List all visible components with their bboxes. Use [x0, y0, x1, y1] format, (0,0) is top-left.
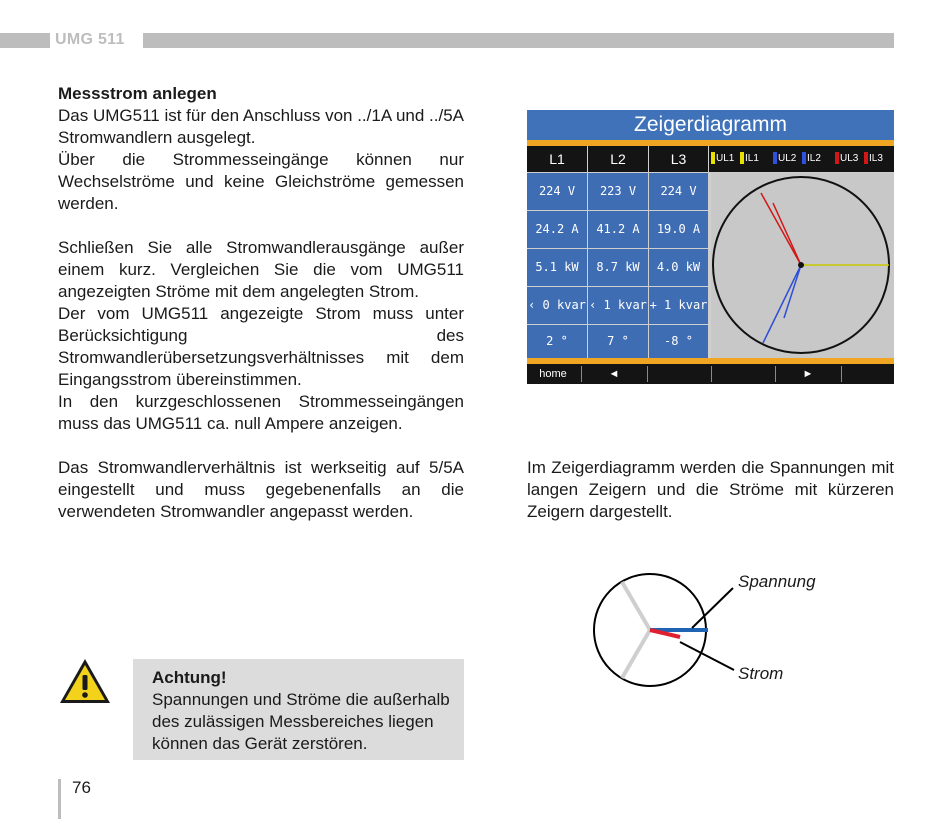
label-voltage: Spannung [738, 572, 816, 591]
page-number: 76 [72, 778, 91, 797]
sketch-grey-phasor-2 [622, 630, 650, 678]
cell-voltage-l3: 224 V [649, 173, 708, 210]
cell-voltage-l2: 223 V [588, 173, 648, 210]
warning-triangle-icon [58, 657, 112, 705]
cell-power-l2: 8.7 kW [588, 249, 648, 286]
label-current: Strom [738, 664, 784, 683]
section-heading: Messstrom anlegen [58, 84, 217, 103]
phasor-ul3 [761, 193, 801, 265]
paragraph-6: Das Stromwandlerverhältnis ist werkseitig auf 5/5A eingestellt und muss gegebenenfalls an die verwendeten Stromwandler angepasst werden. [58, 458, 464, 521]
sketch-leader-current [680, 642, 734, 670]
legend-ul2: UL2 [773, 152, 796, 166]
warning-text [152, 667, 452, 755]
softkey-left[interactable]: ◄ [608, 368, 620, 380]
cell-reactive-l1: ‹ 0 kvar [527, 287, 587, 324]
cell-angle-l2: 7 ° [588, 325, 648, 358]
right-description: Im Zeigerdiagramm werden die Spannungen mit langen Zeigern und die Ströme mit kürzeren Zeigern dargestellt. [527, 458, 894, 521]
phasor-plot-svg [711, 173, 894, 358]
softkey-right[interactable]: ► [802, 368, 814, 380]
cell-power-l3: 4.0 kW [649, 249, 708, 286]
phasor-il2 [784, 265, 801, 318]
footer-bar [58, 779, 61, 819]
column-header-l3: L3 [649, 146, 708, 172]
softkey-6[interactable] [843, 364, 894, 384]
cell-reactive-l3: + 1 kvar [649, 287, 708, 324]
warning-body: Spannungen und Ströme die außerhalb des zulässigen Messbereiches liegen können das Gerät zerstören. [152, 690, 450, 753]
cell-current-l1: 24.2 A [527, 211, 587, 248]
softkey-3[interactable] [649, 364, 709, 384]
paragraph-2: Über die Strommesseingänge können nur Wechselströme und keine Gleichströme gemessen werden. [58, 150, 464, 213]
legend-ul3: UL3 [835, 152, 858, 166]
column-header-l1: L1 [527, 146, 587, 172]
legend-il1: IL1 [740, 152, 759, 166]
softkey-4[interactable] [713, 364, 773, 384]
phasor-plot [711, 173, 894, 358]
phasor-ul2 [763, 265, 801, 343]
left-column [58, 83, 464, 523]
sketch-leader-voltage [692, 588, 733, 628]
device-screen [527, 110, 894, 384]
paragraph-5: In den kurzgeschlossenen Strommesseingängen muss das UMG511 ca. null Ampere anzeigen. [58, 392, 464, 433]
header-title: UMG 511 [55, 31, 125, 48]
paragraph-4: Der vom UMG511 angezeigte Strom muss unter Berücksichtigung des Stromwandlerübersetzungsverhältnisses mit dem Eingangsstrom übereinstimmen. [58, 304, 464, 389]
phasor-il3 [773, 203, 801, 265]
cell-power-l1: 5.1 kW [527, 249, 587, 286]
cell-voltage-l1: 224 V [527, 173, 587, 210]
warning-title: Achtung! [152, 668, 227, 687]
cell-current-l2: 41.2 A [588, 211, 648, 248]
paragraph-3: Schließen Sie alle Stromwandlerausgänge außer einem kurz. Vergleichen Sie die vom UMG511 angezeigten Ströme mit dem angelegten Strom. [58, 238, 464, 301]
sketch-grey-phasor-1 [622, 582, 650, 630]
column-header-l2: L2 [588, 146, 648, 172]
cell-reactive-l2: ‹ 1 kvar [588, 287, 648, 324]
header-bar-left [0, 33, 50, 48]
screen-title: Zeigerdiagramm [527, 110, 894, 140]
softkey-home[interactable]: home [539, 368, 567, 380]
phasor-legend [709, 146, 894, 172]
cell-angle-l3: -8 ° [649, 325, 708, 358]
legend-il3: IL3 [864, 152, 883, 166]
cell-current-l3: 19.0 A [649, 211, 708, 248]
legend-ul1: UL1 [711, 152, 734, 166]
phasor-origin [798, 262, 804, 268]
cell-angle-l1: 2 ° [527, 325, 587, 358]
legend-il2: IL2 [802, 152, 821, 166]
header-bar-right [143, 33, 894, 48]
paragraph-1: Das UMG511 ist für den Anschluss von ../1A und ../5A Stromwandlern ausgelegt. [58, 106, 465, 147]
